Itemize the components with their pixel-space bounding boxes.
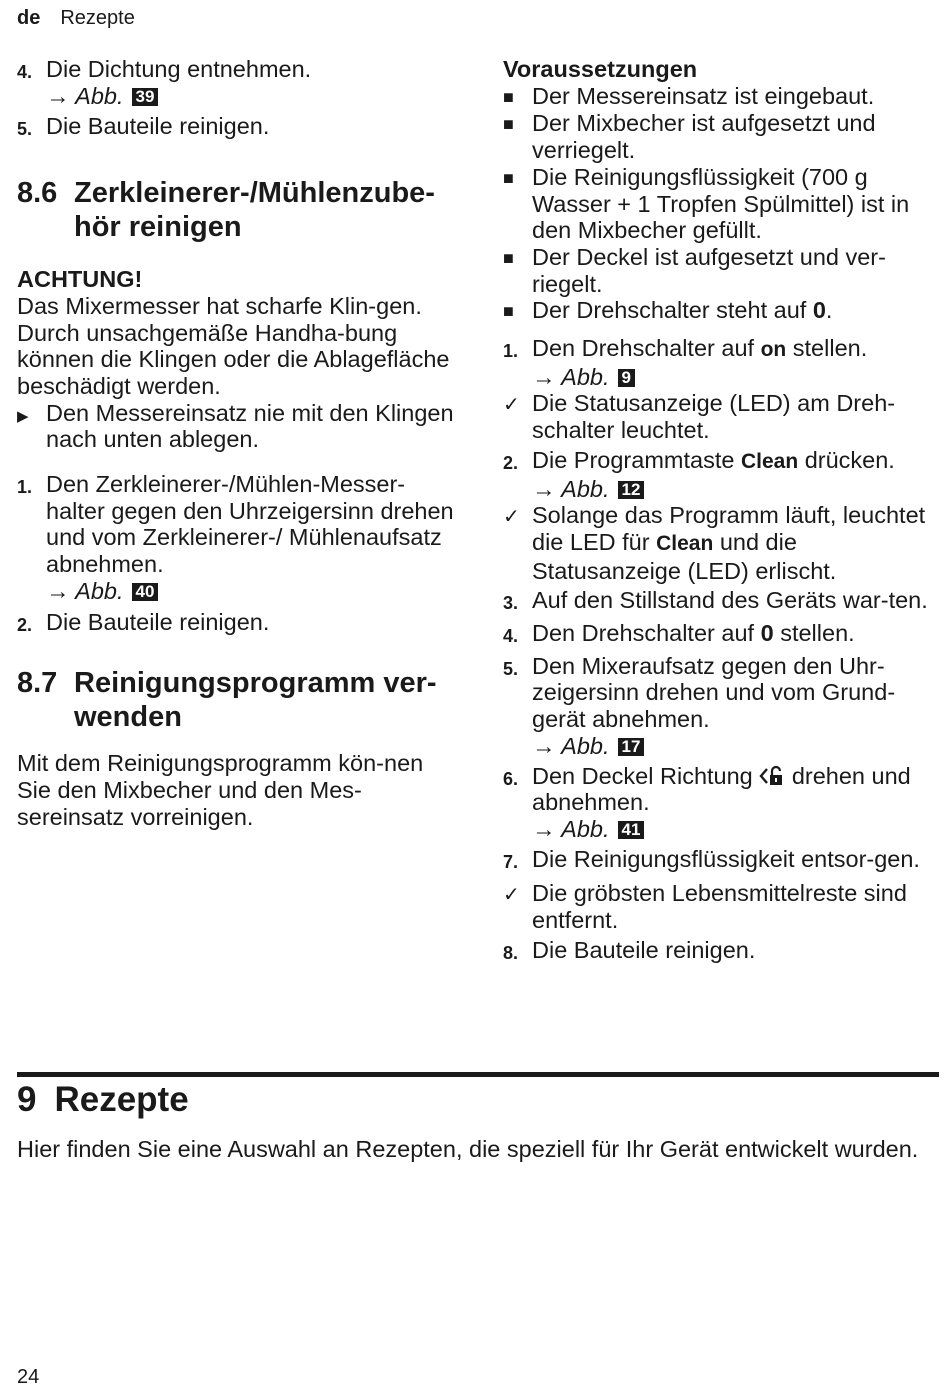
figure-badge: 9 [618, 369, 635, 387]
requirement-item: ■ Die Reinigungsflüssigkeit (700 g Wasser + 1 Tropfen Spülmittel) ist in den Mixbecher gefüllt. [503, 163, 910, 244]
step-number: 8. [503, 942, 519, 963]
result-item: ✓ Die gröbsten Lebensmittelreste sind entfernt. [503, 880, 907, 934]
step-text: Die Bauteile reinigen. [46, 113, 270, 140]
step-1 [17, 471, 457, 605]
figure-badge: 12 [618, 481, 645, 499]
page-number: 24 [17, 1366, 40, 1388]
warning-action: ▶ Den Messereinsatz nie mit den Klingen nach unten ablegen. [17, 399, 454, 453]
section-heading-8-6: 8.6 Zerkleinerer-/Mühlenzube- hör reinigen [17, 177, 435, 244]
section-8-7-text: Mit dem Reinigungsprogramm kön-nen Sie den Mixbecher und den Mes-sereinsatz vorreinigen. [17, 750, 424, 830]
requirement-item: ■ Der Mixbecher ist aufgesetzt und verriegelt. [503, 110, 876, 164]
step-2: 2. Die Programmtaste Clean drücken. → Abb. 12 [503, 447, 943, 502]
figure-ref: → Abb. 12 [532, 476, 943, 503]
figure-badge: 41 [618, 821, 645, 839]
step-number: 1. [17, 477, 33, 498]
square-bullet-icon: ■ [503, 167, 514, 188]
result-item: ✓ Die Statusanzeige (LED) am Dreh-schalter leuchtet. [503, 390, 896, 444]
step-7: 7. Die Reinigungsflüssigkeit entsor-gen. [503, 846, 943, 876]
step-number: 2. [17, 614, 33, 635]
triangle-bullet-icon: ▶ [17, 407, 29, 425]
page-header [17, 7, 135, 30]
step-number: 5. [17, 119, 33, 140]
requirements-title: Voraussetzungen [503, 56, 698, 82]
check-icon: ✓ [503, 884, 520, 907]
square-bullet-icon: ■ [503, 247, 514, 268]
step-number: 4. [503, 626, 519, 647]
step-text: Den Zerkleinerer-/Mühlen-Messer-halter gegen den Uhrzeigersinn drehen und vom Zerkleinerer-/ Mühlenaufsatz abnehmen. [46, 471, 454, 578]
warning-text: Das Mixermesser hat scharfe Klin-gen. Durch unsachgemäße Handha-bung können die Klingen oder die Ablagefläche beschädigt werden. [17, 292, 450, 399]
step-6: 6. Den Deckel Richtung drehen und abnehmen. → Abb. 41 [503, 763, 943, 843]
right-column [503, 56, 943, 967]
requirement-item: ■ Der Drehschalter steht auf 0. [503, 297, 833, 324]
step-number: 5. [503, 658, 519, 679]
unlock-direction-icon [759, 765, 785, 787]
section-heading-8-7: 8.7 Reinigungsprogramm ver- wenden [17, 667, 437, 734]
step-2 [17, 609, 457, 639]
step-3: 3. Auf den Stillstand des Geräts war-ten. [503, 587, 943, 617]
chapter-divider [17, 1072, 939, 1077]
figure-badge: 17 [618, 738, 645, 756]
result-item: ✓ Solange das Programm läuft, leuchtet die LED für Clean und die Statusanzeige (LED) erlischt. [503, 502, 926, 584]
step-text: Die Dichtung entnehmen. [46, 56, 312, 82]
figure-badge: 39 [132, 88, 159, 106]
step-1: 1. Den Drehschalter auf on stellen. → Abb. 9 [503, 335, 943, 390]
step-text: Die Bauteile reinigen. [46, 608, 270, 635]
step-number: 7. [503, 851, 519, 872]
step-8: 8. Die Bauteile reinigen. [503, 937, 943, 967]
step-number: 3. [503, 593, 519, 614]
figure-badge: 40 [132, 583, 159, 601]
figure-ref: → Abb. 39 [46, 83, 457, 110]
header-section: Rezepte [60, 7, 135, 29]
figure-ref: → Abb. 40 [46, 578, 457, 605]
requirement-item: ■ Der Deckel ist aufgesetzt und ver-riegelt. [503, 243, 886, 297]
step-number: 6. [503, 768, 519, 789]
header-lang: de [17, 7, 41, 29]
square-bullet-icon: ■ [503, 114, 514, 135]
requirement-item: ■ Der Messereinsatz ist eingebaut. [503, 82, 875, 109]
left-column [17, 56, 457, 830]
square-bullet-icon: ■ [503, 301, 514, 322]
check-icon: ✓ [503, 506, 520, 529]
chapter-heading: 9 Rezepte [17, 1080, 189, 1119]
check-icon: ✓ [503, 394, 520, 417]
step-5 [17, 113, 457, 143]
step-number: 1. [503, 341, 519, 362]
step-number: 2. [503, 452, 519, 473]
square-bullet-icon: ■ [503, 86, 514, 107]
step-number: 4. [17, 62, 33, 82]
figure-ref: → Abb. 9 [532, 364, 943, 391]
step-4: 4. Den Drehschalter auf 0 stellen. [503, 620, 943, 650]
warning-box [17, 266, 457, 453]
step-5: 5. Den Mixeraufsatz gegen den Uhr-zeigersinn drehen und vom Grund-gerät abnehmen. → Abb. 17 [503, 653, 943, 760]
figure-ref: → Abb. 41 [532, 816, 943, 843]
chapter-intro: Hier finden Sie eine Auswahl an Rezepten, die speziell für Ihr Gerät entwickelt wurden. [17, 1136, 919, 1162]
warning-title: ACHTUNG! [17, 266, 143, 293]
figure-ref: → Abb. 17 [532, 733, 943, 760]
step-4 [17, 56, 457, 109]
